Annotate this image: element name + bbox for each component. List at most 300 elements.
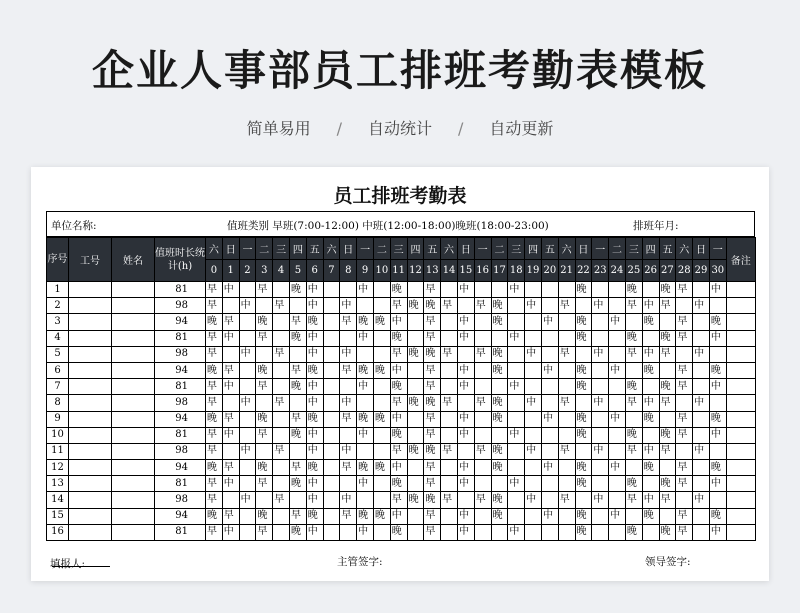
shift-cell[interactable]	[592, 427, 609, 443]
shift-cell[interactable]: 晚	[357, 314, 374, 330]
shift-cell[interactable]: 中	[357, 330, 374, 346]
shift-cell[interactable]: 早	[474, 395, 491, 411]
shift-cell[interactable]: 晚	[256, 411, 273, 427]
shift-cell[interactable]	[256, 443, 273, 459]
shift-cell[interactable]	[323, 314, 340, 330]
shift-cell[interactable]	[289, 395, 306, 411]
shift-cell[interactable]	[525, 460, 542, 476]
shift-cell[interactable]: 晚	[575, 411, 592, 427]
shift-cell[interactable]: 早	[424, 330, 441, 346]
shift-cell[interactable]	[239, 330, 256, 346]
shift-cell[interactable]: 早	[441, 492, 458, 508]
shift-cell[interactable]	[676, 443, 693, 459]
shift-cell[interactable]	[642, 524, 659, 540]
shift-cell[interactable]: 晚	[289, 427, 306, 443]
shift-cell[interactable]	[575, 298, 592, 314]
shift-cell[interactable]: 中	[592, 346, 609, 362]
shift-cell[interactable]: 中	[508, 524, 525, 540]
shift-cell[interactable]: 晚	[206, 314, 223, 330]
shift-cell[interactable]: 中	[525, 395, 542, 411]
shift-cell[interactable]: 晚	[709, 508, 726, 524]
remark-cell[interactable]	[726, 492, 755, 508]
shift-cell[interactable]: 早	[558, 298, 575, 314]
shift-cell[interactable]: 早	[676, 411, 693, 427]
shift-cell[interactable]	[642, 282, 659, 298]
shift-cell[interactable]: 中	[239, 443, 256, 459]
shift-cell[interactable]: 早	[340, 508, 357, 524]
shift-cell[interactable]: 早	[676, 362, 693, 378]
shift-cell[interactable]: 中	[508, 282, 525, 298]
shift-cell[interactable]: 晚	[407, 395, 424, 411]
shift-cell[interactable]	[407, 508, 424, 524]
shift-cell[interactable]	[642, 379, 659, 395]
shift-cell[interactable]	[407, 524, 424, 540]
shift-cell[interactable]	[441, 314, 458, 330]
shift-cell[interactable]	[239, 314, 256, 330]
shift-cell[interactable]	[525, 508, 542, 524]
shift-cell[interactable]	[508, 298, 525, 314]
shift-cell[interactable]: 晚	[625, 427, 642, 443]
remark-cell[interactable]	[726, 476, 755, 492]
shift-cell[interactable]	[625, 314, 642, 330]
shift-cell[interactable]	[273, 362, 290, 378]
shift-cell[interactable]	[525, 524, 542, 540]
shift-cell[interactable]: 中	[390, 362, 407, 378]
shift-cell[interactable]	[642, 476, 659, 492]
shift-cell[interactable]	[541, 395, 558, 411]
shift-cell[interactable]: 中	[390, 411, 407, 427]
shift-cell[interactable]: 中	[340, 443, 357, 459]
shift-cell[interactable]: 中	[508, 427, 525, 443]
shift-cell[interactable]: 早	[558, 346, 575, 362]
shift-cell[interactable]: 中	[525, 443, 542, 459]
shift-cell[interactable]	[575, 443, 592, 459]
shift-cell[interactable]	[508, 395, 525, 411]
shift-cell[interactable]: 晚	[491, 508, 508, 524]
shift-cell[interactable]: 中	[390, 460, 407, 476]
shift-cell[interactable]: 晚	[206, 362, 223, 378]
emp-no-cell[interactable]	[69, 411, 112, 427]
shift-cell[interactable]: 晚	[289, 379, 306, 395]
shift-cell[interactable]: 中	[457, 379, 474, 395]
shift-cell[interactable]: 晚	[373, 460, 390, 476]
shift-cell[interactable]: 晚	[407, 443, 424, 459]
shift-cell[interactable]: 早	[206, 492, 223, 508]
shift-cell[interactable]: 中	[609, 411, 626, 427]
shift-cell[interactable]: 中	[592, 443, 609, 459]
shift-cell[interactable]: 中	[609, 362, 626, 378]
shift-cell[interactable]	[474, 460, 491, 476]
shift-cell[interactable]: 中	[592, 395, 609, 411]
shift-cell[interactable]: 晚	[625, 330, 642, 346]
shift-cell[interactable]	[693, 282, 710, 298]
shift-cell[interactable]	[474, 330, 491, 346]
shift-cell[interactable]	[256, 298, 273, 314]
shift-cell[interactable]: 晚	[575, 330, 592, 346]
shift-cell[interactable]	[558, 476, 575, 492]
shift-cell[interactable]: 晚	[575, 314, 592, 330]
shift-cell[interactable]	[693, 427, 710, 443]
shift-cell[interactable]	[592, 460, 609, 476]
shift-cell[interactable]: 中	[457, 524, 474, 540]
name-cell[interactable]	[112, 524, 155, 540]
shift-cell[interactable]: 晚	[289, 476, 306, 492]
shift-cell[interactable]	[441, 282, 458, 298]
shift-cell[interactable]	[592, 330, 609, 346]
shift-cell[interactable]	[373, 298, 390, 314]
shift-cell[interactable]: 晚	[659, 379, 676, 395]
shift-cell[interactable]	[575, 346, 592, 362]
shift-cell[interactable]	[609, 395, 626, 411]
shift-cell[interactable]	[273, 282, 290, 298]
shift-cell[interactable]: 早	[676, 282, 693, 298]
shift-cell[interactable]	[289, 346, 306, 362]
shift-cell[interactable]	[323, 298, 340, 314]
shift-cell[interactable]	[508, 314, 525, 330]
shift-cell[interactable]: 早	[558, 492, 575, 508]
shift-cell[interactable]: 中	[306, 346, 323, 362]
shift-cell[interactable]: 早	[474, 492, 491, 508]
shift-cell[interactable]	[693, 524, 710, 540]
shift-cell[interactable]: 早	[390, 298, 407, 314]
shift-cell[interactable]	[525, 330, 542, 346]
shift-cell[interactable]: 早	[441, 298, 458, 314]
shift-cell[interactable]: 早	[256, 282, 273, 298]
shift-cell[interactable]: 晚	[659, 524, 676, 540]
name-cell[interactable]	[112, 492, 155, 508]
shift-cell[interactable]	[407, 411, 424, 427]
shift-cell[interactable]: 晚	[625, 524, 642, 540]
shift-cell[interactable]	[474, 379, 491, 395]
shift-cell[interactable]	[592, 476, 609, 492]
shift-cell[interactable]	[222, 395, 239, 411]
shift-cell[interactable]	[525, 411, 542, 427]
shift-cell[interactable]	[558, 411, 575, 427]
shift-cell[interactable]	[323, 460, 340, 476]
shift-cell[interactable]	[609, 346, 626, 362]
shift-cell[interactable]: 早	[222, 362, 239, 378]
shift-cell[interactable]	[289, 443, 306, 459]
shift-cell[interactable]: 晚	[575, 460, 592, 476]
shift-cell[interactable]	[642, 330, 659, 346]
shift-cell[interactable]: 中	[457, 508, 474, 524]
shift-cell[interactable]	[239, 524, 256, 540]
shift-cell[interactable]	[441, 411, 458, 427]
shift-cell[interactable]: 早	[256, 379, 273, 395]
shift-cell[interactable]: 中	[541, 411, 558, 427]
shift-cell[interactable]	[474, 362, 491, 378]
shift-cell[interactable]: 晚	[424, 443, 441, 459]
name-cell[interactable]	[112, 346, 155, 362]
shift-cell[interactable]	[609, 492, 626, 508]
shift-cell[interactable]: 晚	[575, 379, 592, 395]
shift-cell[interactable]: 晚	[306, 411, 323, 427]
shift-cell[interactable]: 中	[222, 379, 239, 395]
shift-cell[interactable]: 中	[609, 508, 626, 524]
shift-cell[interactable]: 早	[222, 460, 239, 476]
shift-cell[interactable]: 早	[676, 476, 693, 492]
emp-no-cell[interactable]	[69, 460, 112, 476]
shift-cell[interactable]: 中	[709, 524, 726, 540]
shift-cell[interactable]: 早	[273, 492, 290, 508]
shift-cell[interactable]	[239, 362, 256, 378]
shift-cell[interactable]: 早	[424, 427, 441, 443]
shift-cell[interactable]	[457, 492, 474, 508]
shift-cell[interactable]: 中	[222, 524, 239, 540]
name-cell[interactable]	[112, 395, 155, 411]
shift-cell[interactable]: 中	[306, 524, 323, 540]
shift-cell[interactable]: 早	[206, 282, 223, 298]
shift-cell[interactable]: 中	[457, 460, 474, 476]
shift-cell[interactable]	[441, 362, 458, 378]
shift-cell[interactable]: 晚	[390, 476, 407, 492]
name-cell[interactable]	[112, 476, 155, 492]
shift-cell[interactable]: 晚	[709, 411, 726, 427]
shift-cell[interactable]	[541, 379, 558, 395]
shift-cell[interactable]: 晚	[625, 282, 642, 298]
shift-cell[interactable]: 早	[340, 411, 357, 427]
shift-cell[interactable]	[693, 379, 710, 395]
shift-cell[interactable]	[609, 282, 626, 298]
shift-cell[interactable]: 晚	[390, 524, 407, 540]
shift-cell[interactable]	[659, 314, 676, 330]
shift-cell[interactable]: 早	[256, 427, 273, 443]
shift-cell[interactable]: 晚	[357, 460, 374, 476]
emp-no-cell[interactable]	[69, 395, 112, 411]
shift-cell[interactable]: 中	[306, 476, 323, 492]
shift-cell[interactable]	[323, 411, 340, 427]
remark-cell[interactable]	[726, 298, 755, 314]
emp-no-cell[interactable]	[69, 492, 112, 508]
shift-cell[interactable]	[357, 346, 374, 362]
shift-cell[interactable]	[609, 443, 626, 459]
shift-cell[interactable]	[541, 476, 558, 492]
shift-cell[interactable]	[558, 460, 575, 476]
shift-cell[interactable]	[541, 443, 558, 459]
shift-cell[interactable]: 晚	[642, 460, 659, 476]
shift-cell[interactable]	[693, 508, 710, 524]
shift-cell[interactable]	[323, 524, 340, 540]
emp-no-cell[interactable]	[69, 282, 112, 298]
shift-cell[interactable]: 晚	[575, 524, 592, 540]
shift-cell[interactable]	[558, 524, 575, 540]
shift-cell[interactable]: 中	[222, 427, 239, 443]
shift-cell[interactable]: 早	[206, 395, 223, 411]
name-cell[interactable]	[112, 460, 155, 476]
shift-cell[interactable]	[693, 314, 710, 330]
emp-no-cell[interactable]	[69, 314, 112, 330]
shift-cell[interactable]: 中	[457, 362, 474, 378]
shift-cell[interactable]: 中	[693, 395, 710, 411]
shift-cell[interactable]	[273, 460, 290, 476]
shift-cell[interactable]	[709, 298, 726, 314]
shift-cell[interactable]: 晚	[357, 411, 374, 427]
shift-cell[interactable]: 中	[340, 492, 357, 508]
shift-cell[interactable]: 中	[642, 346, 659, 362]
shift-cell[interactable]: 早	[273, 346, 290, 362]
shift-cell[interactable]: 晚	[306, 362, 323, 378]
shift-cell[interactable]: 中	[306, 427, 323, 443]
shift-cell[interactable]: 中	[457, 330, 474, 346]
emp-no-cell[interactable]	[69, 443, 112, 459]
name-cell[interactable]	[112, 330, 155, 346]
shift-cell[interactable]	[525, 379, 542, 395]
remark-cell[interactable]	[726, 330, 755, 346]
shift-cell[interactable]: 晚	[642, 314, 659, 330]
shift-cell[interactable]: 中	[239, 492, 256, 508]
shift-cell[interactable]: 早	[340, 314, 357, 330]
shift-cell[interactable]: 中	[642, 298, 659, 314]
name-cell[interactable]	[112, 298, 155, 314]
shift-cell[interactable]	[491, 330, 508, 346]
shift-cell[interactable]: 早	[222, 508, 239, 524]
shift-cell[interactable]	[609, 524, 626, 540]
shift-cell[interactable]	[239, 476, 256, 492]
shift-cell[interactable]: 晚	[373, 314, 390, 330]
shift-cell[interactable]	[592, 362, 609, 378]
shift-cell[interactable]: 中	[306, 298, 323, 314]
shift-cell[interactable]	[525, 282, 542, 298]
shift-cell[interactable]: 晚	[390, 427, 407, 443]
shift-cell[interactable]: 中	[239, 298, 256, 314]
shift-cell[interactable]: 中	[709, 476, 726, 492]
shift-cell[interactable]	[457, 395, 474, 411]
shift-cell[interactable]	[659, 460, 676, 476]
shift-cell[interactable]	[340, 282, 357, 298]
shift-cell[interactable]	[709, 395, 726, 411]
shift-cell[interactable]	[273, 524, 290, 540]
shift-cell[interactable]	[541, 298, 558, 314]
shift-cell[interactable]: 早	[676, 330, 693, 346]
shift-cell[interactable]	[508, 492, 525, 508]
shift-cell[interactable]: 早	[289, 460, 306, 476]
shift-cell[interactable]: 中	[239, 346, 256, 362]
shift-cell[interactable]	[525, 362, 542, 378]
shift-cell[interactable]	[239, 427, 256, 443]
shift-cell[interactable]: 晚	[709, 314, 726, 330]
shift-cell[interactable]	[625, 508, 642, 524]
shift-cell[interactable]	[407, 282, 424, 298]
shift-cell[interactable]	[625, 411, 642, 427]
shift-cell[interactable]	[541, 346, 558, 362]
shift-cell[interactable]: 早	[625, 298, 642, 314]
shift-cell[interactable]: 早	[625, 346, 642, 362]
emp-no-cell[interactable]	[69, 379, 112, 395]
shift-cell[interactable]: 晚	[642, 508, 659, 524]
shift-cell[interactable]	[289, 492, 306, 508]
shift-cell[interactable]	[693, 362, 710, 378]
shift-cell[interactable]: 晚	[575, 508, 592, 524]
shift-cell[interactable]: 晚	[206, 411, 223, 427]
shift-cell[interactable]: 晚	[256, 508, 273, 524]
shift-cell[interactable]: 早	[256, 476, 273, 492]
shift-cell[interactable]: 中	[508, 330, 525, 346]
shift-cell[interactable]: 早	[441, 395, 458, 411]
shift-cell[interactable]	[592, 524, 609, 540]
shift-cell[interactable]	[659, 362, 676, 378]
shift-cell[interactable]	[373, 379, 390, 395]
shift-cell[interactable]: 中	[709, 427, 726, 443]
shift-cell[interactable]: 晚	[206, 508, 223, 524]
shift-cell[interactable]: 中	[390, 508, 407, 524]
shift-cell[interactable]: 晚	[491, 460, 508, 476]
shift-cell[interactable]: 晚	[575, 362, 592, 378]
shift-cell[interactable]: 早	[289, 411, 306, 427]
shift-cell[interactable]: 早	[424, 524, 441, 540]
shift-cell[interactable]	[558, 282, 575, 298]
shift-cell[interactable]	[676, 346, 693, 362]
shift-cell[interactable]: 晚	[424, 298, 441, 314]
shift-cell[interactable]	[508, 346, 525, 362]
shift-cell[interactable]: 早	[289, 508, 306, 524]
shift-cell[interactable]: 早	[676, 524, 693, 540]
shift-cell[interactable]: 早	[474, 298, 491, 314]
shift-cell[interactable]: 晚	[373, 508, 390, 524]
shift-cell[interactable]: 中	[541, 362, 558, 378]
shift-cell[interactable]	[541, 427, 558, 443]
shift-cell[interactable]: 早	[441, 346, 458, 362]
shift-cell[interactable]	[592, 379, 609, 395]
shift-cell[interactable]: 中	[457, 427, 474, 443]
shift-cell[interactable]	[541, 282, 558, 298]
shift-cell[interactable]: 晚	[575, 476, 592, 492]
shift-cell[interactable]: 晚	[289, 282, 306, 298]
shift-cell[interactable]	[222, 492, 239, 508]
shift-cell[interactable]: 中	[525, 298, 542, 314]
shift-cell[interactable]: 中	[693, 346, 710, 362]
shift-cell[interactable]: 晚	[491, 411, 508, 427]
shift-cell[interactable]: 早	[206, 330, 223, 346]
shift-cell[interactable]	[541, 492, 558, 508]
shift-cell[interactable]: 晚	[390, 282, 407, 298]
shift-cell[interactable]	[256, 346, 273, 362]
shift-cell[interactable]: 早	[676, 379, 693, 395]
name-cell[interactable]	[112, 508, 155, 524]
remark-cell[interactable]	[726, 524, 755, 540]
shift-cell[interactable]	[289, 298, 306, 314]
shift-cell[interactable]	[373, 330, 390, 346]
shift-cell[interactable]	[323, 346, 340, 362]
shift-cell[interactable]: 中	[357, 379, 374, 395]
shift-cell[interactable]: 早	[256, 524, 273, 540]
emp-no-cell[interactable]	[69, 508, 112, 524]
shift-cell[interactable]	[222, 298, 239, 314]
shift-cell[interactable]	[558, 314, 575, 330]
shift-cell[interactable]: 早	[558, 443, 575, 459]
shift-cell[interactable]: 早	[625, 395, 642, 411]
shift-cell[interactable]: 早	[206, 298, 223, 314]
shift-cell[interactable]	[474, 282, 491, 298]
shift-cell[interactable]	[676, 395, 693, 411]
shift-cell[interactable]	[256, 395, 273, 411]
shift-cell[interactable]: 晚	[659, 330, 676, 346]
shift-cell[interactable]: 早	[676, 427, 693, 443]
shift-cell[interactable]: 早	[424, 282, 441, 298]
shift-cell[interactable]	[693, 411, 710, 427]
shift-cell[interactable]: 晚	[256, 314, 273, 330]
shift-cell[interactable]	[541, 330, 558, 346]
shift-cell[interactable]: 晚	[491, 362, 508, 378]
shift-cell[interactable]	[609, 427, 626, 443]
shift-cell[interactable]: 中	[592, 492, 609, 508]
shift-cell[interactable]: 中	[357, 427, 374, 443]
emp-no-cell[interactable]	[69, 362, 112, 378]
shift-cell[interactable]	[441, 476, 458, 492]
name-cell[interactable]	[112, 362, 155, 378]
shift-cell[interactable]: 早	[625, 443, 642, 459]
shift-cell[interactable]: 晚	[424, 346, 441, 362]
name-cell[interactable]	[112, 282, 155, 298]
